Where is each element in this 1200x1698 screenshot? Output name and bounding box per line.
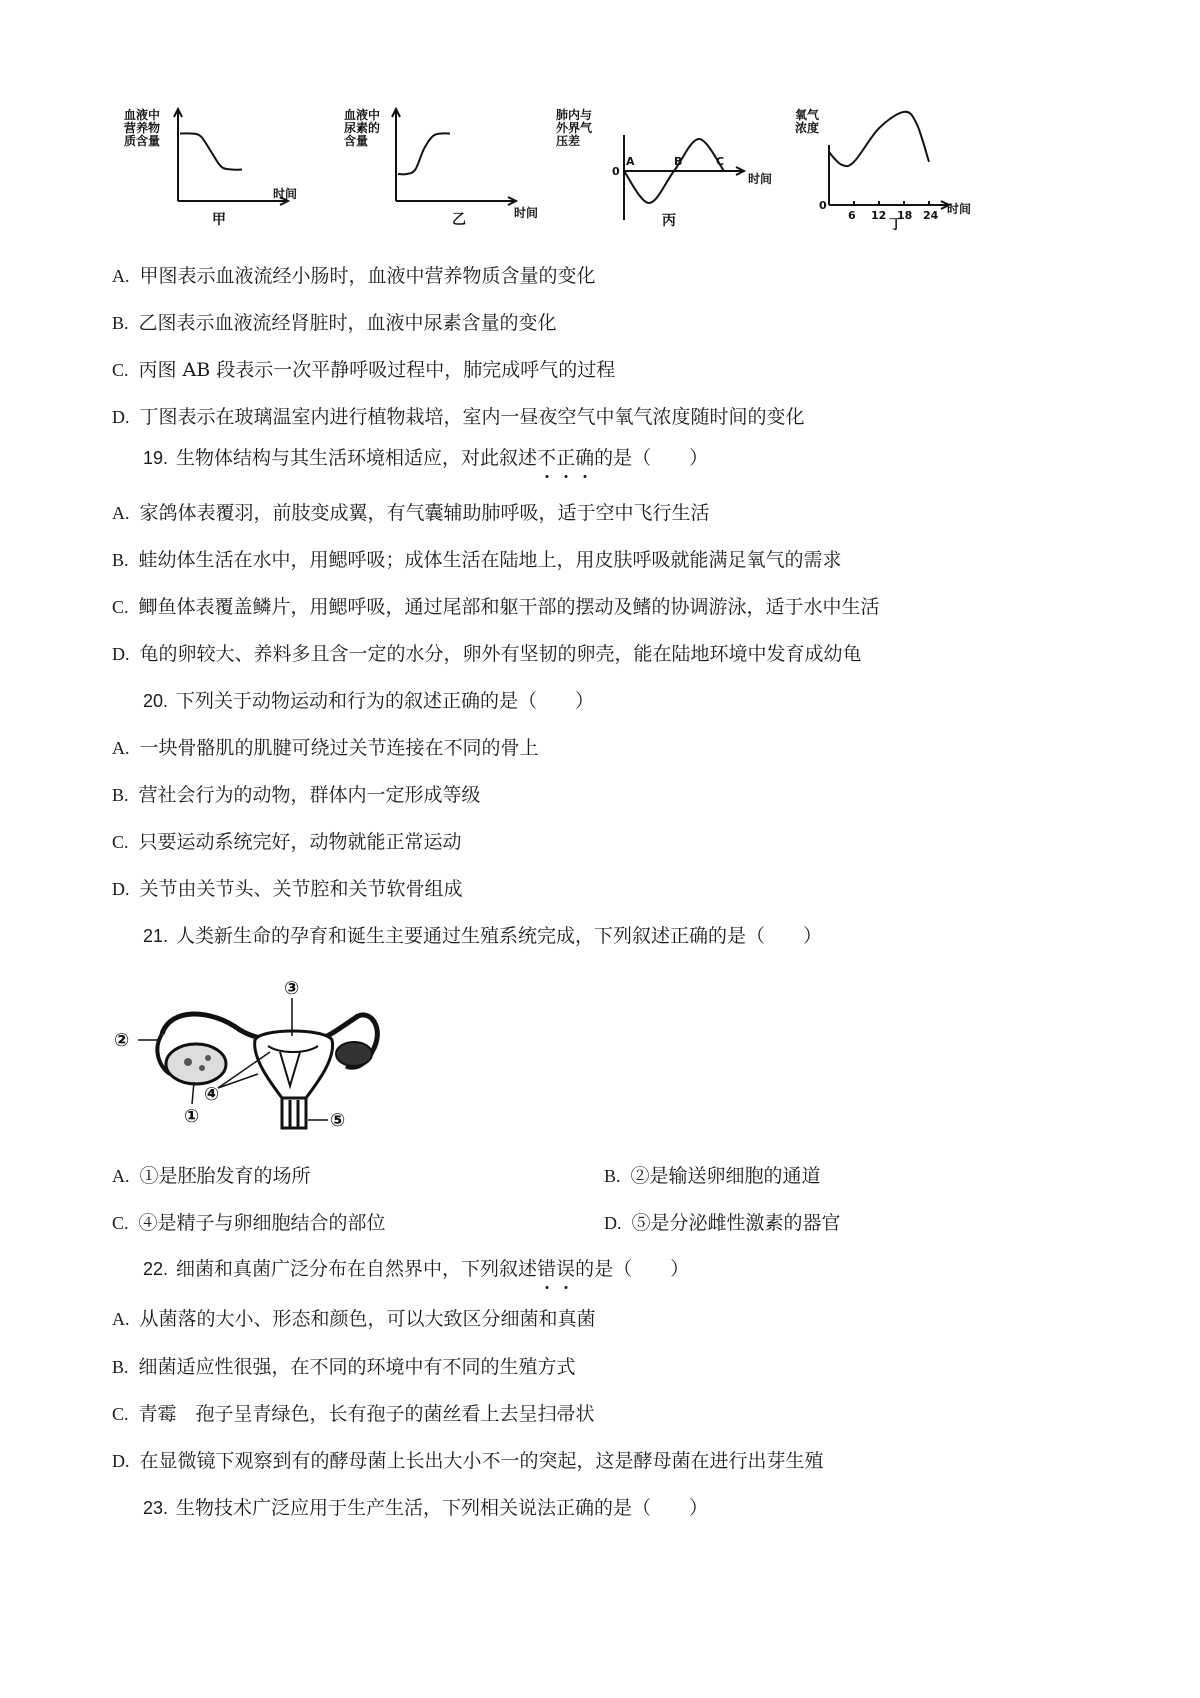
- q23-stem: 23. 生物技术广泛应用于生产生活，下列相关说法正确的是（ ）: [143, 1497, 709, 1519]
- chart-ylabel-line: 浓度: [795, 121, 820, 135]
- chart-ding: [795, 105, 995, 235]
- chart-caption: 甲: [212, 212, 226, 228]
- chart-xlabel: 时间: [748, 172, 773, 186]
- emphasis-char: 误: [556, 1258, 576, 1280]
- chart-ylabel-line: 尿素的: [344, 121, 381, 135]
- q21-option-b[interactable]: B. ②是输送卵细胞的通道: [604, 1165, 821, 1187]
- chart-bing: [556, 105, 776, 235]
- chart-caption: 乙: [452, 212, 466, 228]
- point-label-b: B: [674, 155, 683, 168]
- q19-stem: 19. 生物体结构与其生活环境相适应，对此叙述不正确的是（ ）: [143, 447, 709, 469]
- chart-caption: 丙: [662, 213, 676, 229]
- diagram-label-1: ①: [184, 1106, 200, 1127]
- q22-stem: 22. 细菌和真菌广泛分布在自然界中，下列叙述错误的是（ ）: [143, 1258, 690, 1280]
- fallopian-tube-left: [162, 1014, 268, 1040]
- q22-option-b[interactable]: B. 细菌适应性很强，在不同的环境中有不同的生殖方式: [112, 1356, 576, 1378]
- point-label-c: C: [716, 155, 725, 168]
- q20-option-c[interactable]: C. 只要运动系统完好，动物就能正常运动: [112, 831, 462, 853]
- chart-xlabel: 时间: [273, 187, 298, 201]
- ovary-right: [336, 1042, 372, 1066]
- chart-caption: 丁: [889, 217, 903, 233]
- q21-option-d[interactable]: D. ⑤是分泌雌性激素的器官: [604, 1212, 841, 1234]
- diagram-label-3: ③: [284, 978, 300, 999]
- vagina: [282, 1098, 306, 1128]
- q22-option-c[interactable]: C. 青霉 孢子呈青绿色，长有孢子的菌丝看上去呈扫帚状: [112, 1403, 595, 1425]
- q22-option-d[interactable]: D. 在显微镜下观察到有的酵母菌上长出大小不一的突起，这是酵母菌在进行出芽生殖: [112, 1450, 824, 1472]
- uterus: [255, 1031, 333, 1098]
- series-line: [180, 133, 242, 169]
- q21-stem: 21. 人类新生命的孕育和诞生主要通过生殖系统完成，下列叙述正确的是（ ）: [143, 925, 823, 947]
- q18-option-c[interactable]: C. 丙图 AB 段表示一次平静呼吸过程中，肺完成呼气的过程: [112, 359, 616, 381]
- q19-option-b[interactable]: B. 蛙幼体生活在水中，用鳃呼吸；成体生活在陆地上，用皮肤呼吸就能满足氧气的需求: [112, 549, 842, 571]
- q19-option-c[interactable]: C. 鲫鱼体表覆盖鳞片，用鳃呼吸，通过尾部和躯干部的摆动及鳍的协调游泳，适于水中生活: [112, 596, 880, 618]
- chart-xlabel: 时间: [514, 206, 539, 220]
- q20-option-b[interactable]: B. 营社会行为的动物，群体内一定形成等级: [112, 784, 481, 806]
- chart-ylabel-line: 质含量: [124, 134, 161, 148]
- series-line: [829, 112, 929, 166]
- diagram-label-5: ⑤: [330, 1110, 346, 1131]
- chart-yi: [338, 105, 558, 235]
- q19-option-a[interactable]: A. 家鸽体表覆羽，前肢变成翼，有气囊辅助肺呼吸，适于空中飞行生活: [112, 502, 710, 524]
- tick-label: 24: [923, 209, 939, 222]
- series-line: [398, 133, 450, 174]
- chart-ylabel-line: 营养物: [124, 121, 161, 135]
- emphasis-char: 确: [575, 447, 595, 469]
- q18-option-d[interactable]: D. 丁图表示在玻璃温室内进行植物栽培，室内一昼夜空气中氧气浓度随时间的变化: [112, 406, 805, 428]
- point-label-a: A: [626, 155, 635, 168]
- tick-label: 6: [848, 209, 856, 222]
- tick-label: 18: [897, 209, 913, 222]
- chart-ylabel-line: 血液中: [124, 108, 161, 122]
- chart-jia: [118, 105, 328, 235]
- origin-label: 0: [612, 165, 620, 178]
- q21-option-a[interactable]: A. ①是胚胎发育的场所: [112, 1165, 311, 1187]
- emphasis-char: 不: [537, 447, 557, 469]
- q20-option-d[interactable]: D. 关节由关节头、关节腔和关节软骨组成: [112, 878, 463, 900]
- q18-option-a[interactable]: A. 甲图表示血液流经小肠时，血液中营养物质含量的变化: [112, 265, 596, 287]
- ovary-left: [166, 1044, 226, 1084]
- chart-ylabel-line: 含量: [344, 134, 369, 148]
- chart-ylabel-line: 血液中: [344, 108, 381, 122]
- q18-option-b[interactable]: B. 乙图表示血液流经肾脏时，血液中尿素含量的变化: [112, 312, 557, 334]
- chart-ylabel-line: 压差: [556, 134, 581, 148]
- q21-option-c[interactable]: C. ④是精子与卵细胞结合的部位: [112, 1212, 386, 1234]
- emphasis-char: 正: [556, 447, 576, 469]
- diagram-label-4: ④: [204, 1084, 220, 1105]
- emphasis-char: 错: [537, 1258, 557, 1280]
- chart-ylabel-line: 氧气: [795, 108, 820, 122]
- chart-ylabel-line: 外界气: [556, 121, 593, 135]
- female-reproductive-system-diagram: [110, 978, 380, 1136]
- chart-ylabel-line: 肺内与: [556, 108, 593, 122]
- tick-label: 12: [871, 209, 887, 222]
- q19-option-d[interactable]: D. 龟的卵较大、养料多且含一定的水分，卵外有坚韧的卵壳，能在陆地环境中发育成幼龟: [112, 643, 862, 665]
- q22-option-a[interactable]: A. 从菌落的大小、形态和颜色，可以大致区分细菌和真菌: [112, 1308, 596, 1330]
- chart-xlabel: 时间: [947, 202, 972, 216]
- origin-label: 0: [819, 199, 827, 212]
- q20-stem: 20. 下列关于动物运动和行为的叙述正确的是（ ）: [143, 690, 595, 712]
- diagram-label-2: ②: [114, 1030, 130, 1051]
- q20-option-a[interactable]: A. 一块骨骼肌的肌腱可绕过关节连接在不同的骨上: [112, 737, 539, 759]
